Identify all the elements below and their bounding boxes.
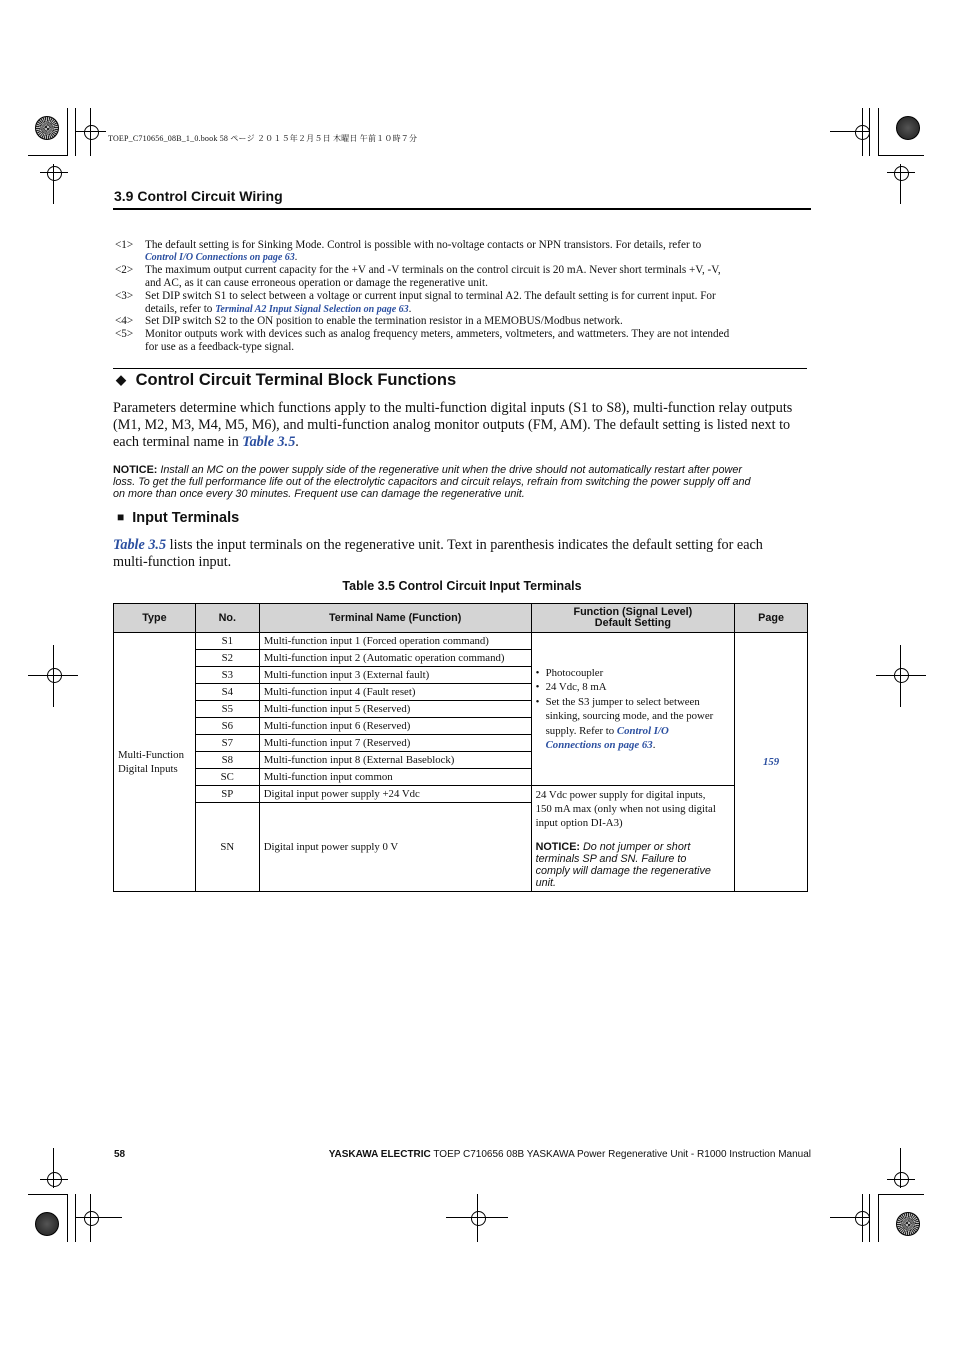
note-tag: <4> — [115, 315, 134, 327]
link-table-3-5[interactable]: Table 3.5 — [113, 537, 167, 553]
footer-manual-title: TOEP C710656 08B YASKAWA Power Regenerative Unit - R1000 Instruction Manual — [430, 1149, 811, 1160]
link-control-io[interactable]: Control I/O — [616, 724, 669, 737]
function-text: • Set the S3 jumper to select between — [545, 695, 700, 708]
note-text: The maximum output current capacity for the +V and -V terminals on the control circuit is 20 mA. Never short terminals +V, -V, — [145, 264, 721, 276]
col-header-function-line: Function (Signal Level) — [573, 606, 693, 618]
notice-text: Do not jumper or short — [583, 841, 691, 853]
notice-text: on more than once every 30 minutes. Frequent use can damage the regenerative unit. — [113, 488, 525, 500]
function-text: supply. Refer to — [545, 724, 617, 737]
function-text: input option DI-A3) — [535, 817, 623, 829]
terminal-name: Digital input power supply +24 Vdc — [259, 786, 531, 803]
note-text: The default setting is for Sinking Mode. Control is possible with no-voltage contacts or NPN transistors. For details, refer to — [145, 239, 702, 251]
terminal-no: S2 — [195, 650, 259, 667]
terminal-no: S6 — [195, 718, 259, 735]
section-header: 3.9 Control Circuit Wiring — [114, 188, 283, 204]
footer-brand: YASKAWA ELECTRIC — [328, 1149, 431, 1160]
table-row — [114, 633, 808, 650]
table-caption: Table 3.5 Control Circuit Input Terminals — [342, 579, 582, 593]
link-control-io[interactable]: Control I/O Connections on page 63 — [145, 251, 295, 263]
terminal-no: SC — [195, 769, 259, 786]
input-terminals-table — [113, 603, 808, 892]
function-text: 24 Vdc power supply for digital inputs, — [535, 789, 706, 801]
header-rule — [113, 208, 811, 210]
function-bullet — [536, 695, 731, 753]
crosshair-icon — [471, 1211, 486, 1226]
terminal-name: Multi-function input 6 (Reserved) — [259, 718, 531, 735]
intro-line: Parameters determine which functions apply to the multi-function digital inputs (S1 to S8), multi-function relay outputs — [113, 400, 793, 416]
crosshair-icon — [84, 1211, 99, 1226]
col-header-no: No. — [195, 604, 259, 633]
terminal-no: S7 — [195, 735, 259, 752]
crosshair-icon — [84, 125, 99, 140]
note-text: Set DIP switch S2 to the ON position to enable the termination resistor in a MEMOBUS/Modbus network. — [145, 315, 623, 327]
note-punct: . — [408, 302, 412, 315]
note-tag: <5> — [115, 328, 134, 340]
print-slug: TOEP_C710656_08B_1_0.book 58 ページ ２０１５年２月５日 木曜日 午前１０時７分 — [108, 134, 418, 143]
block-heading-text: Control Circuit Terminal Block Functions — [135, 371, 457, 389]
page-cell — [735, 633, 808, 892]
note-punct: . — [294, 251, 298, 263]
terminal-no: S4 — [195, 684, 259, 701]
notice-label: NOTICE: — [535, 841, 580, 853]
notice-text: Install an MC on the power supply side of the regenerative unit when the drive should not automatically restart after power — [160, 464, 742, 476]
table-row — [114, 786, 808, 803]
intro-line: (M1, M2, M3, M4, M5, M6), and multi-function analog monitor outputs (FM, AM). The default setting is listed next to — [113, 417, 791, 433]
terminal-name: Multi-function input 1 (Forced operation command) — [259, 633, 531, 650]
crosshair-icon — [894, 668, 909, 683]
input-intro — [113, 537, 813, 571]
registration-disc-icon — [35, 1212, 59, 1236]
note-tag: <3> — [115, 290, 134, 302]
block-heading — [116, 371, 456, 390]
terminal-name: Digital input power supply 0 V — [259, 803, 531, 892]
intro-paragraph — [113, 400, 813, 451]
note-text: Set DIP switch S1 to select between a voltage or current input signal to terminal A2. The default setting is for current input. For — [145, 290, 716, 302]
terminal-name: Multi-function input 3 (External fault) — [259, 667, 531, 684]
link-control-io[interactable]: Connections on page 63 — [545, 739, 653, 751]
intro-line: each terminal name in — [113, 434, 243, 450]
note-tag: <2> — [115, 264, 134, 276]
notice-text: unit. — [535, 877, 557, 889]
notice-text: comply will damage the regenerative — [535, 865, 711, 877]
col-header-name: Terminal Name (Function) — [259, 604, 531, 633]
footer-title — [329, 1149, 811, 1160]
terminal-no: SN — [195, 803, 259, 892]
link-table-3-5[interactable]: Table 3.5 — [242, 434, 296, 450]
crosshair-icon — [894, 166, 909, 181]
square-bullet-icon: ■ — [117, 510, 125, 524]
function-text: sinking, sourcing mode, and the power — [545, 710, 714, 722]
col-header-type: Type — [114, 604, 196, 633]
col-header-function-line: Default Setting — [594, 617, 671, 629]
crosshair-icon — [855, 125, 870, 140]
crosshair-icon — [47, 166, 62, 181]
notice-label: NOTICE: — [113, 464, 158, 476]
note-text: Monitor outputs work with devices such as analog frequency meters, ammeters, voltmeters, and wattmeters. They are not intended — [145, 328, 730, 340]
function-text: 150 mA max (only when not using digital — [535, 803, 716, 815]
crosshair-icon — [855, 1211, 870, 1226]
crosshair-icon — [894, 1172, 909, 1187]
notice-block — [113, 464, 813, 500]
terminal-no: S8 — [195, 752, 259, 769]
type-cell — [114, 633, 196, 892]
terminal-no: SP — [195, 786, 259, 803]
function-bullet: • Photocoupler — [536, 666, 731, 681]
crosshair-icon — [47, 668, 62, 683]
page-ref-link[interactable]: 159 — [762, 756, 780, 768]
note-tag: <1> — [115, 239, 134, 251]
input-intro-text: lists the input terminals on the regenerative unit. Text in parenthesis indicates the default setting for each — [166, 537, 763, 553]
notice-text: loss. To get the full performance life out of the electrolytic capacitors and circuit relays, refrain from switching the power supply off and — [113, 476, 751, 488]
function-punct: . — [652, 739, 656, 751]
diamond-icon: ◆ — [116, 372, 126, 387]
type-label: Digital Inputs — [118, 763, 178, 775]
terminal-name: Multi-function input 5 (Reserved) — [259, 701, 531, 718]
input-intro-text: multi-function input. — [113, 554, 232, 570]
col-header-page: Page — [735, 604, 808, 633]
note-text: details, refer to — [145, 302, 216, 315]
crosshair-icon — [47, 1172, 62, 1187]
notice-text: terminals SP and SN. Failure to — [535, 853, 687, 865]
terminal-name: Multi-function input 2 (Automatic operation command) — [259, 650, 531, 667]
col-header-function — [531, 604, 735, 633]
note-text: and AC, as it can cause erroneous operation or damage the regenerative unit. — [145, 276, 488, 289]
terminal-name: Multi-function input 8 (External Baseblock) — [259, 752, 531, 769]
sub-heading — [117, 510, 239, 526]
function-bullet: • 24 Vdc, 8 mA — [536, 680, 731, 695]
registration-disc-icon — [896, 1212, 920, 1236]
table-header-row — [114, 604, 808, 633]
type-label: Multi-Function — [118, 749, 184, 761]
terminal-no: S1 — [195, 633, 259, 650]
terminal-name: Multi-function input common — [259, 769, 531, 786]
link-terminal-a2[interactable]: Terminal A2 Input Signal Selection on page 63 — [215, 303, 409, 315]
registration-disc-icon — [896, 116, 920, 140]
footer-page-number: 58 — [114, 1149, 126, 1160]
section-rule — [113, 368, 807, 369]
sub-heading-text: Input Terminals — [132, 510, 240, 526]
registration-disc-icon — [35, 116, 59, 140]
function-cell-inputs — [531, 633, 735, 786]
note-text: for use as a feedback-type signal. — [145, 340, 295, 353]
terminal-name: Multi-function input 7 (Reserved) — [259, 735, 531, 752]
terminal-name: Multi-function input 4 (Fault reset) — [259, 684, 531, 701]
terminal-no: S3 — [195, 667, 259, 684]
terminal-no: S5 — [195, 701, 259, 718]
intro-punct: . — [295, 434, 299, 450]
function-cell-power — [531, 786, 735, 892]
